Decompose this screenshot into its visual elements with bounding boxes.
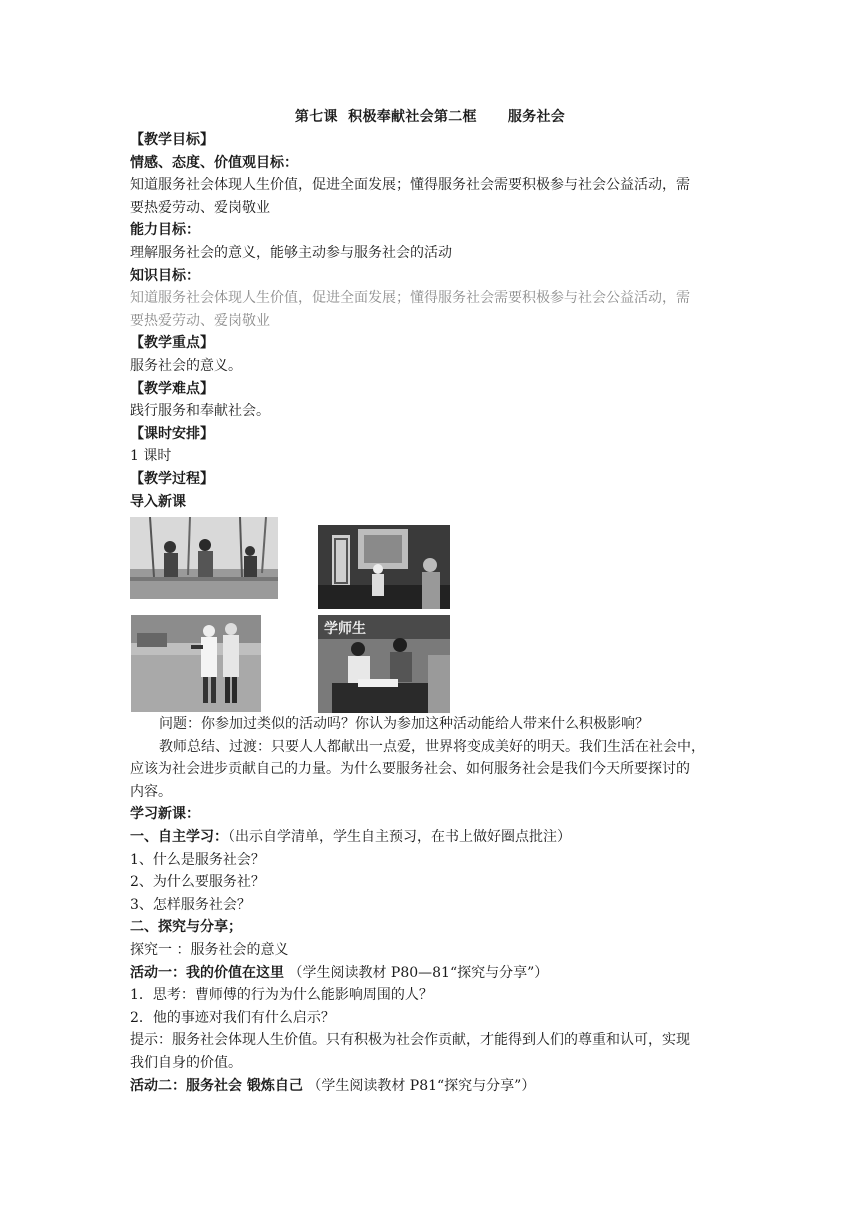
- explore-heading: 二、探究与分享；: [130, 919, 242, 936]
- activity-one-note: （学生阅读教材 P80—81“探究与分享”）: [284, 964, 549, 981]
- objectives-heading: 【教学目标】: [130, 132, 214, 148]
- summary-text-line: 应该为社会进步贡献自己的力量。为什么要服务社会、如何服务社会是我们今天所要探讨的: [130, 761, 690, 778]
- study-question: 2、为什么要服务社？: [130, 874, 265, 891]
- indoor-activity-photo: [318, 525, 450, 609]
- think-question: 1．思考：曹师傅的行为为什么能影响周围的人？: [130, 987, 433, 1004]
- ability-heading: 能力目标：: [130, 222, 200, 239]
- photo-grid: [130, 514, 730, 710]
- intro-heading: 导入新课: [130, 493, 186, 510]
- self-study-note: （出示自学清单，学生自主预习，在书上做好圈点批注）: [228, 829, 571, 846]
- emotion-text-line: 知道服务社会体现人生价值，促进全面发展；懂得服务社会需要积极参与社会公益活动，需: [130, 177, 690, 194]
- summary-text-line: 内容。: [130, 783, 172, 800]
- traffic-volunteers-photo: [131, 615, 261, 712]
- lesson-title: 第七课 积极奉献社会第二框 服务社会: [294, 109, 566, 125]
- process-heading: 【教学过程】: [130, 470, 214, 487]
- activity-one-line: [130, 962, 730, 985]
- study-question: 3、怎样服务社会？: [130, 896, 251, 913]
- difficulty-heading: 【教学难点】: [130, 380, 214, 397]
- question-text: 问题：你参加过类似的活动吗？你认为参加这种活动能给人带来什么积极影响？: [159, 716, 649, 733]
- tree-planting-photo: [130, 517, 278, 599]
- document-body: [130, 129, 730, 1097]
- hint-text-line: 我们自身的价值。: [130, 1055, 242, 1071]
- new-lesson-heading: 学习新课：: [130, 806, 200, 823]
- summary-text-line: 教师总结、过渡：只要人人都献出一点爱，世界将变成美好的明天。我们生活在社会中，: [159, 738, 705, 755]
- photo-banner-text: 学师生: [324, 621, 366, 638]
- emotion-text-line: 要热爱劳动、爱岗敬业: [130, 199, 270, 216]
- activity-two-note: （学生阅读教材 P81“探究与分享”）: [302, 1077, 536, 1094]
- key-text: 服务社会的意义。: [130, 357, 242, 374]
- think-question: 2．他的事迹对我们有什么启示？: [130, 1009, 335, 1026]
- schedule-text: 1 课时: [130, 448, 172, 465]
- explore-one-text: 探究一 ：服务社会的意义: [130, 942, 289, 959]
- emotion-heading: 情感、态度、价值观目标：: [130, 154, 298, 171]
- knowledge-text-line: 要热爱劳动、爱岗敬业: [130, 312, 270, 329]
- study-question: 1、什么是服务社会？: [130, 851, 265, 868]
- schedule-heading: 【课时安排】: [130, 425, 214, 442]
- knowledge-text-line: 知道服务社会体现人生价值，促进全面发展；懂得服务社会需要积极参与社会公益活动，需: [130, 290, 690, 307]
- activity-one-heading: 活动一：我的价值在这里: [130, 964, 284, 981]
- ability-text: 理解服务社会的意义，能够主动参与服务社会的活动: [130, 244, 452, 261]
- knowledge-heading: 知识目标：: [130, 267, 200, 284]
- self-study-line: [130, 826, 730, 849]
- teacher-event-photo: [318, 615, 450, 713]
- hint-text-line: 提示：服务社会体现人生价值。只有积极为社会作贡献，才能得到人们的尊重和认可，实现: [130, 1032, 690, 1049]
- activity-two-line: [130, 1075, 730, 1098]
- difficulty-text: 践行服务和奉献社会。: [130, 403, 270, 420]
- activity-two-heading: 活动二：服务社会 锻炼自己: [130, 1077, 303, 1094]
- key-heading: 【教学重点】: [130, 335, 214, 352]
- self-study-heading: 一、自主学习：: [130, 829, 228, 846]
